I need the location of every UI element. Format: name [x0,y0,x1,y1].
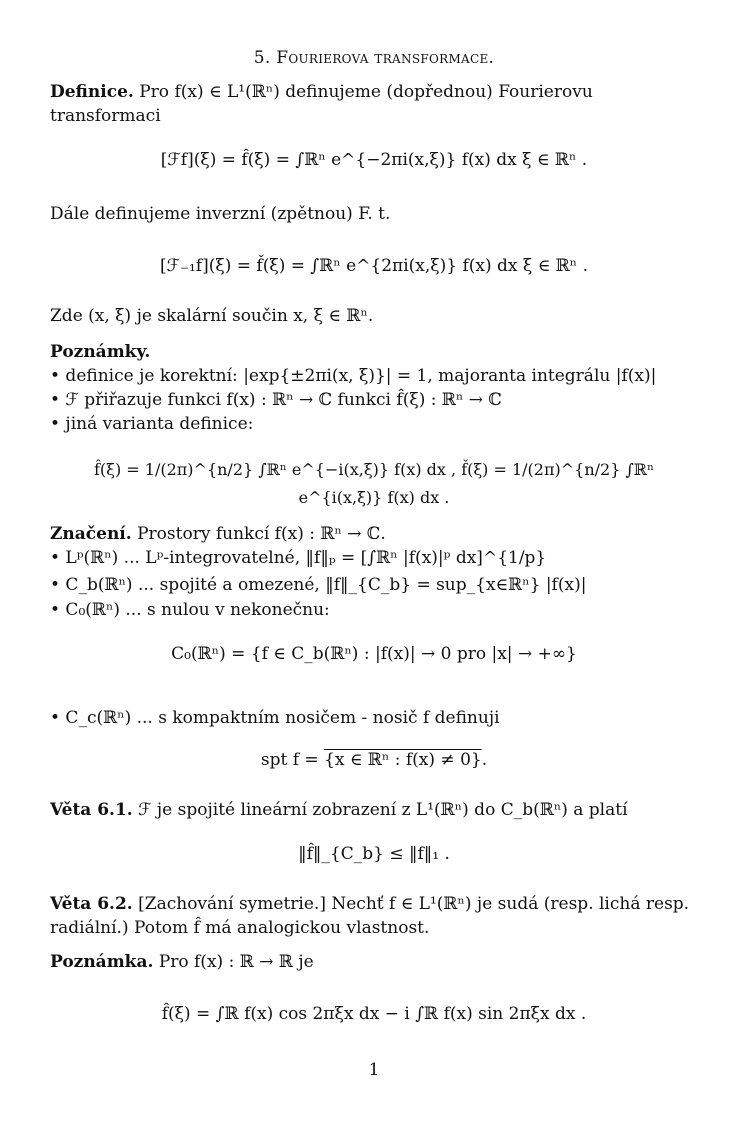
definition-text: Pro f(x) ∈ L¹(ℝⁿ) definujeme (dopřednou) Fourierovu transformaci [50,82,593,126]
support-formula [50,746,698,774]
remark-label: Poznámka. [50,952,154,972]
c0-definition-formula: C₀(ℝⁿ) = {f ∈ C_b(ℝⁿ) : |f(x)| → 0 pro |x| → +∞} [171,644,577,664]
cc-item: • C_c(ℝⁿ) ... s kompaktním nosičem - nosič f definuji [50,708,500,728]
inverse-text: Dále definujeme inverzní (zpětnou) F. t. [50,204,391,224]
definition-paragraph [50,80,698,128]
theorem-6-2-text: [Zachování symetrie.] Nechť f ∈ L¹(ℝⁿ) je sudá (resp. lichá resp. radiální.) Potom f̂ má analogickou vlastnost. [50,894,690,938]
notation-label: Značení. [50,524,132,544]
remark-item: • jiná varianta definice: [50,414,254,434]
remark-item: • definice je korektní: |exp{±2πi(x, ξ)}| = 1, majoranta integrálu |f(x)| [50,366,657,386]
notation-item: • C₀(ℝⁿ) ... s nulou v nekonečnu: [50,600,330,620]
variant-definition-formula: f̂(ξ) = 1/(2π)^{n/2} ∫ℝⁿ e^{−i(x,ξ)} f(x) dx , f̌(ξ) = 1/(2π)^{n/2} ∫ℝⁿ e^{i(x,ξ)} f(x) dx . [93,460,655,507]
notation-text: Prostory funkcí f(x) : ℝⁿ → ℂ. [137,524,386,544]
theorem-6-2-label: Věta 6.2. [50,894,133,914]
theorem-6-1-formula: ‖f̂‖_{C_b} ≤ ‖f‖₁ . [298,844,450,864]
remark-paragraph [50,950,698,974]
support-formula-prefix: spt f = [260,750,325,770]
real-function-transform-formula: f̂(ξ) = ∫ℝ f(x) cos 2πξx dx − i ∫ℝ f(x) sin 2πξx dx . [161,1004,587,1024]
support-formula-suffix: . [481,750,488,770]
scalar-product-note: Zde (x, ξ) je skalární součin x, ξ ∈ ℝⁿ. [50,306,374,326]
remarks-label: Poznámky. [50,342,151,362]
page-number: 1 [368,1060,380,1080]
inverse-transform-formula: [ℱ₋₁f](ξ) = f̌(ξ) = ∫ℝⁿ e^{2πi(x,ξ)} f(x) dx ξ ∈ ℝⁿ . [160,256,588,276]
remark-text: Pro f(x) : ℝ → ℝ je [158,952,314,972]
support-formula-closure: {x ∈ ℝⁿ : f(x) ≠ 0} [324,750,482,770]
definition-label: Definice. [50,82,134,102]
remark-item: • ℱ přiřazuje funkci f(x) : ℝⁿ → ℂ funkci f̂(ξ) : ℝⁿ → ℂ [50,390,502,410]
remarks-heading [50,340,698,364]
theorem-6-1-text: ℱ je spojité lineární zobrazení z L¹(ℝⁿ) do C_b(ℝⁿ) a platí [138,800,628,820]
forward-transform-formula: [ℱf](ξ) = f̂(ξ) = ∫ℝⁿ e^{−2πi(x,ξ)} f(x) dx ξ ∈ ℝⁿ . [160,150,588,170]
theorem-6-2 [50,892,698,940]
section-title: 5. Fourierova transformace. [253,48,495,68]
theorem-6-1-label: Věta 6.1. [50,800,133,820]
notation-item: • Lᵖ(ℝⁿ) ... Lᵖ-integrovatelné, ‖f‖ₚ = [∫ℝⁿ |f(x)|ᵖ dx]^{1/p} [50,548,547,568]
notation-item: • C_b(ℝⁿ) ... spojité a omezené, ‖f‖_{C_b} = sup_{x∈ℝⁿ} |f(x)| [50,575,587,595]
notation-paragraph [50,522,698,546]
theorem-6-1 [50,798,698,822]
